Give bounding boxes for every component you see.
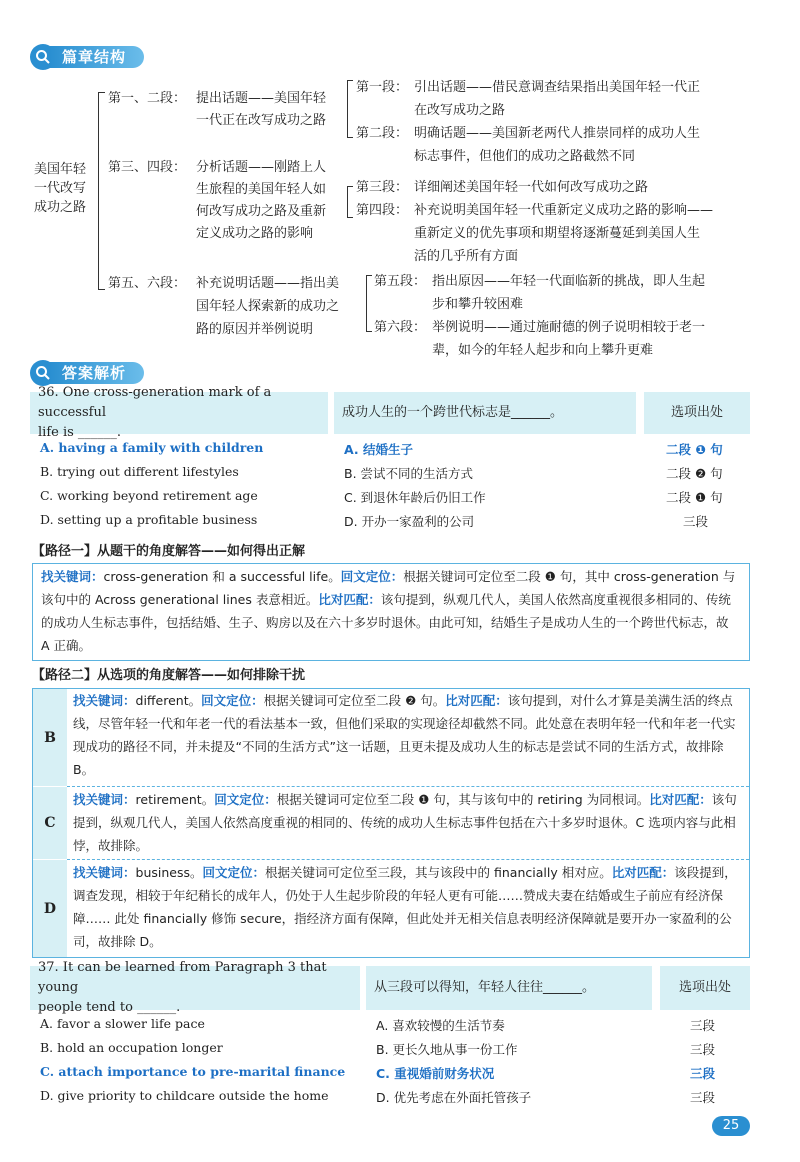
q36-source-header: 选项出处 [644, 392, 750, 434]
root-line: 美国年轻 [34, 162, 87, 177]
sub-brace [366, 275, 372, 332]
q36-option-cn: B. 尝试不同的生活方式 [344, 466, 474, 481]
keyword-label: 找关键词： [73, 865, 136, 880]
branch-text: 补充说明话题——指出美 [196, 276, 340, 291]
locate-label: 回文定位： [201, 693, 264, 708]
q36-option-source: 二段 ❶ 句 [666, 442, 723, 457]
q37-option-en: C. attach importance to pre-marital finance [40, 1064, 346, 1079]
q37-option-en: B. hold an occupation longer [40, 1040, 223, 1055]
q36-stem-cn: 成功人生的一个跨世代标志是______。 [334, 392, 636, 434]
route2-panel [32, 688, 750, 958]
leaf-text: 举例说明——通过施耐德的例子说明相较于老一 [432, 320, 706, 335]
route2-text: 该段提到，调查发现，相较于年纪稍长的成年人，仍处于人生起步阶段的年轻人更有可能……赞成夫妻在结婚或生子前应有经济保障…… 此处 financially 修饰 secure，指经济方面有保障，但此处并无相关信息表明经济保障就是要开办一家盈利的公司，故排除 D。 [73, 865, 737, 949]
q36-stem-en [30, 385, 328, 440]
keyword-label: 找关键词： [73, 792, 136, 807]
q37-option-en: A. favor a slower life pace [40, 1016, 205, 1031]
q36-option-en: D. setting up a profitable business [40, 512, 258, 527]
option-d-label: D [33, 860, 67, 957]
locate-label: 回文定位： [202, 865, 266, 880]
sub-brace [347, 80, 353, 138]
option-b-label: B [33, 689, 67, 786]
route2-text: business。 [135, 865, 203, 880]
leaf-label: 第二段： [356, 126, 409, 141]
q37-option-cn: C. 重视婚前财务状况 [376, 1066, 495, 1081]
leaf-text: 引出话题——借民意调查结果指出美国年轻一代正 [414, 80, 701, 95]
q36-option-source: 二段 ❶ 句 [666, 490, 723, 505]
branch-label: 第三、四段： [108, 160, 187, 175]
leaf-label: 第五段： [374, 274, 427, 289]
q37-option-en: D. give priority to childcare outside the home [40, 1088, 329, 1103]
route2-text: 根据关键词可定位至三段，其与该段中的 financially 相对应。 [265, 865, 612, 880]
root-line: 成功之路 [34, 200, 87, 215]
route2-text: 该句提到，对什么才算是美满生活的终点线，尽管年轻一代和年老一代的看法基本一致，但他们采取的实现途径却截然不同。此处意在表明年轻一代和年老一代实现成功的路径不同，并未提及“不同的生活方式”这一话题，且更未提及成功人生的标志是尝试不同的生活方式，故排除 B。 [73, 693, 736, 777]
q37-option-cn: D. 优先考虑在外面托管孩子 [376, 1090, 532, 1105]
q37-source-header: 选项出处 [660, 966, 750, 1010]
branch-label: 第一、二段： [108, 91, 187, 106]
branch-text: 国年轻人探索新的成功之 [196, 299, 340, 314]
keyword-label: 找关键词： [41, 569, 104, 584]
leaf-text: 补充说明美国年轻一代重新定义成功之路的影响—— [414, 203, 714, 218]
divider [67, 859, 749, 860]
structure-heading-text: 篇章结构 [50, 46, 144, 68]
match-label: 比对匹配： [649, 792, 712, 807]
q37-option-source: 三段 [690, 1042, 716, 1057]
q37-option-cn: B. 更长久地从事一份工作 [376, 1042, 518, 1057]
q37-stem-en [30, 960, 360, 1015]
q36-option-en: C. working beyond retirement age [40, 488, 258, 503]
route1-body [33, 564, 749, 658]
route1-title: 【路径一】从题干的角度解答——如何得出正解 [32, 544, 306, 559]
page-number: 25 [712, 1116, 750, 1136]
q36-stem-en-line: life is ______. [38, 425, 122, 440]
leaf-label: 第六段： [374, 320, 427, 335]
route2-text: different。 [135, 693, 202, 708]
route2-text: retirement。 [135, 792, 215, 807]
divider [67, 786, 749, 787]
branch-text: 路的原因并举例说明 [196, 322, 314, 337]
main-brace [98, 92, 105, 290]
q36-option-en: B. trying out different lifestyles [40, 464, 239, 479]
q37-stem-en-line: people tend to ______. [38, 1000, 181, 1015]
branch-text: 定义成功之路的影响 [196, 226, 314, 241]
route1-text: 根据关键词可定位至二段 ❶ 句，其中 cross-generation 与该句中的 Across generational lines 表意相近。 [41, 569, 736, 607]
match-label: 比对匹配： [445, 693, 508, 708]
q37-option-source: 三段 [690, 1066, 716, 1081]
route2-text: 根据关键词可定位至二段 ❷ 句。 [263, 693, 446, 708]
leaf-text: 明确话题——美国新老两代人推崇同样的成功人生 [414, 126, 701, 141]
q36-option-cn: A. 结婚生子 [344, 442, 414, 457]
match-label: 比对匹配： [611, 865, 675, 880]
leaf-text: 在改写成功之路 [414, 103, 506, 118]
q37-option-cn: A. 喜欢较慢的生活节奏 [376, 1018, 505, 1033]
q36-option-cn: D. 开办一家盈利的公司 [344, 514, 475, 529]
leaf-text: 步和攀升较困难 [432, 297, 524, 312]
leaf-label: 第四段： [356, 203, 409, 218]
q37-stem-en-line: 37. It can be learned from Paragraph 3 that young [38, 960, 327, 995]
leaf-text: 详细阐述美国年轻一代如何改写成功之路 [414, 180, 649, 195]
branch-text: 何改写成功之路及重新 [196, 204, 327, 219]
route2-title: 【路径二】从选项的角度解答——如何排除干扰 [32, 668, 306, 683]
locate-label: 回文定位： [340, 569, 404, 584]
option-d-body [73, 861, 743, 953]
root-line: 一代改写 [34, 181, 87, 196]
locate-label: 回文定位： [214, 792, 277, 807]
route1-panel [32, 563, 750, 661]
sub-brace [347, 186, 353, 218]
option-b-body [73, 689, 743, 781]
q37-option-source: 三段 [690, 1018, 716, 1033]
option-c-body [73, 788, 743, 857]
q37-stem-cn: 从三段可以得知，年轻人往往______。 [366, 966, 652, 1010]
route2-text: 根据关键词可定位至二段 ❶ 句，其与该句中的 retiring 为同根词。 [276, 792, 650, 807]
branch-label: 第五、六段： [108, 276, 187, 291]
q36-option-source: 三段 [683, 514, 709, 529]
leaf-text: 活的几乎所有方面 [414, 249, 519, 264]
q37-option-source: 三段 [690, 1090, 716, 1105]
branch-text: 分析话题——刚踏上人 [196, 160, 327, 175]
analysis-heading-text: 答案解析 [50, 362, 144, 384]
q36-option-en: A. having a family with children [40, 440, 264, 455]
leaf-text: 辈，如今的年轻人起步和向上攀升更难 [432, 343, 654, 358]
leaf-label: 第一段： [356, 80, 409, 95]
leaf-label: 第三段： [356, 180, 409, 195]
leaf-text: 标志事件，但他们的成功之路截然不同 [414, 149, 636, 164]
option-c-label: C [33, 787, 67, 859]
leaf-text: 重新定义的优先事项和期望将逐渐蔓延到美国人生 [414, 226, 701, 241]
q36-option-source: 二段 ❷ 句 [666, 466, 723, 481]
branch-text: 生旅程的美国年轻人如 [196, 182, 327, 197]
branch-text: 提出话题——美国年轻 [196, 91, 327, 106]
structure-heading [30, 44, 144, 70]
route1-text: 该句提到，纵观几代人，美国人依然高度重视很多相同的、传统的成功人生标志事件，包括结婚、生子、购房以及在六十多岁时退休。由此可知，结婚生子是成功人生的一个跨世代标志，故 A 正确。 [41, 592, 731, 653]
route2-text: 该句提到，纵观几代人，美国人依然高度重视的相同的、传统的成功人生标志事件包括在六十多岁时退休。C 选项内容与此相悖，故排除。 [73, 792, 737, 853]
leaf-text: 指出原因——年轻一代面临新的挑战，即人生起 [432, 274, 706, 289]
q36-option-cn: C. 到退休年龄后仍旧工作 [344, 490, 486, 505]
route1-text: cross-generation 和 a successful life。 [103, 569, 341, 584]
q36-stem-en-line: 36. One cross-generation mark of a successful [38, 385, 272, 420]
keyword-label: 找关键词： [73, 693, 136, 708]
match-label: 比对匹配： [318, 592, 381, 607]
branch-text: 一代正在改写成功之路 [196, 113, 327, 128]
